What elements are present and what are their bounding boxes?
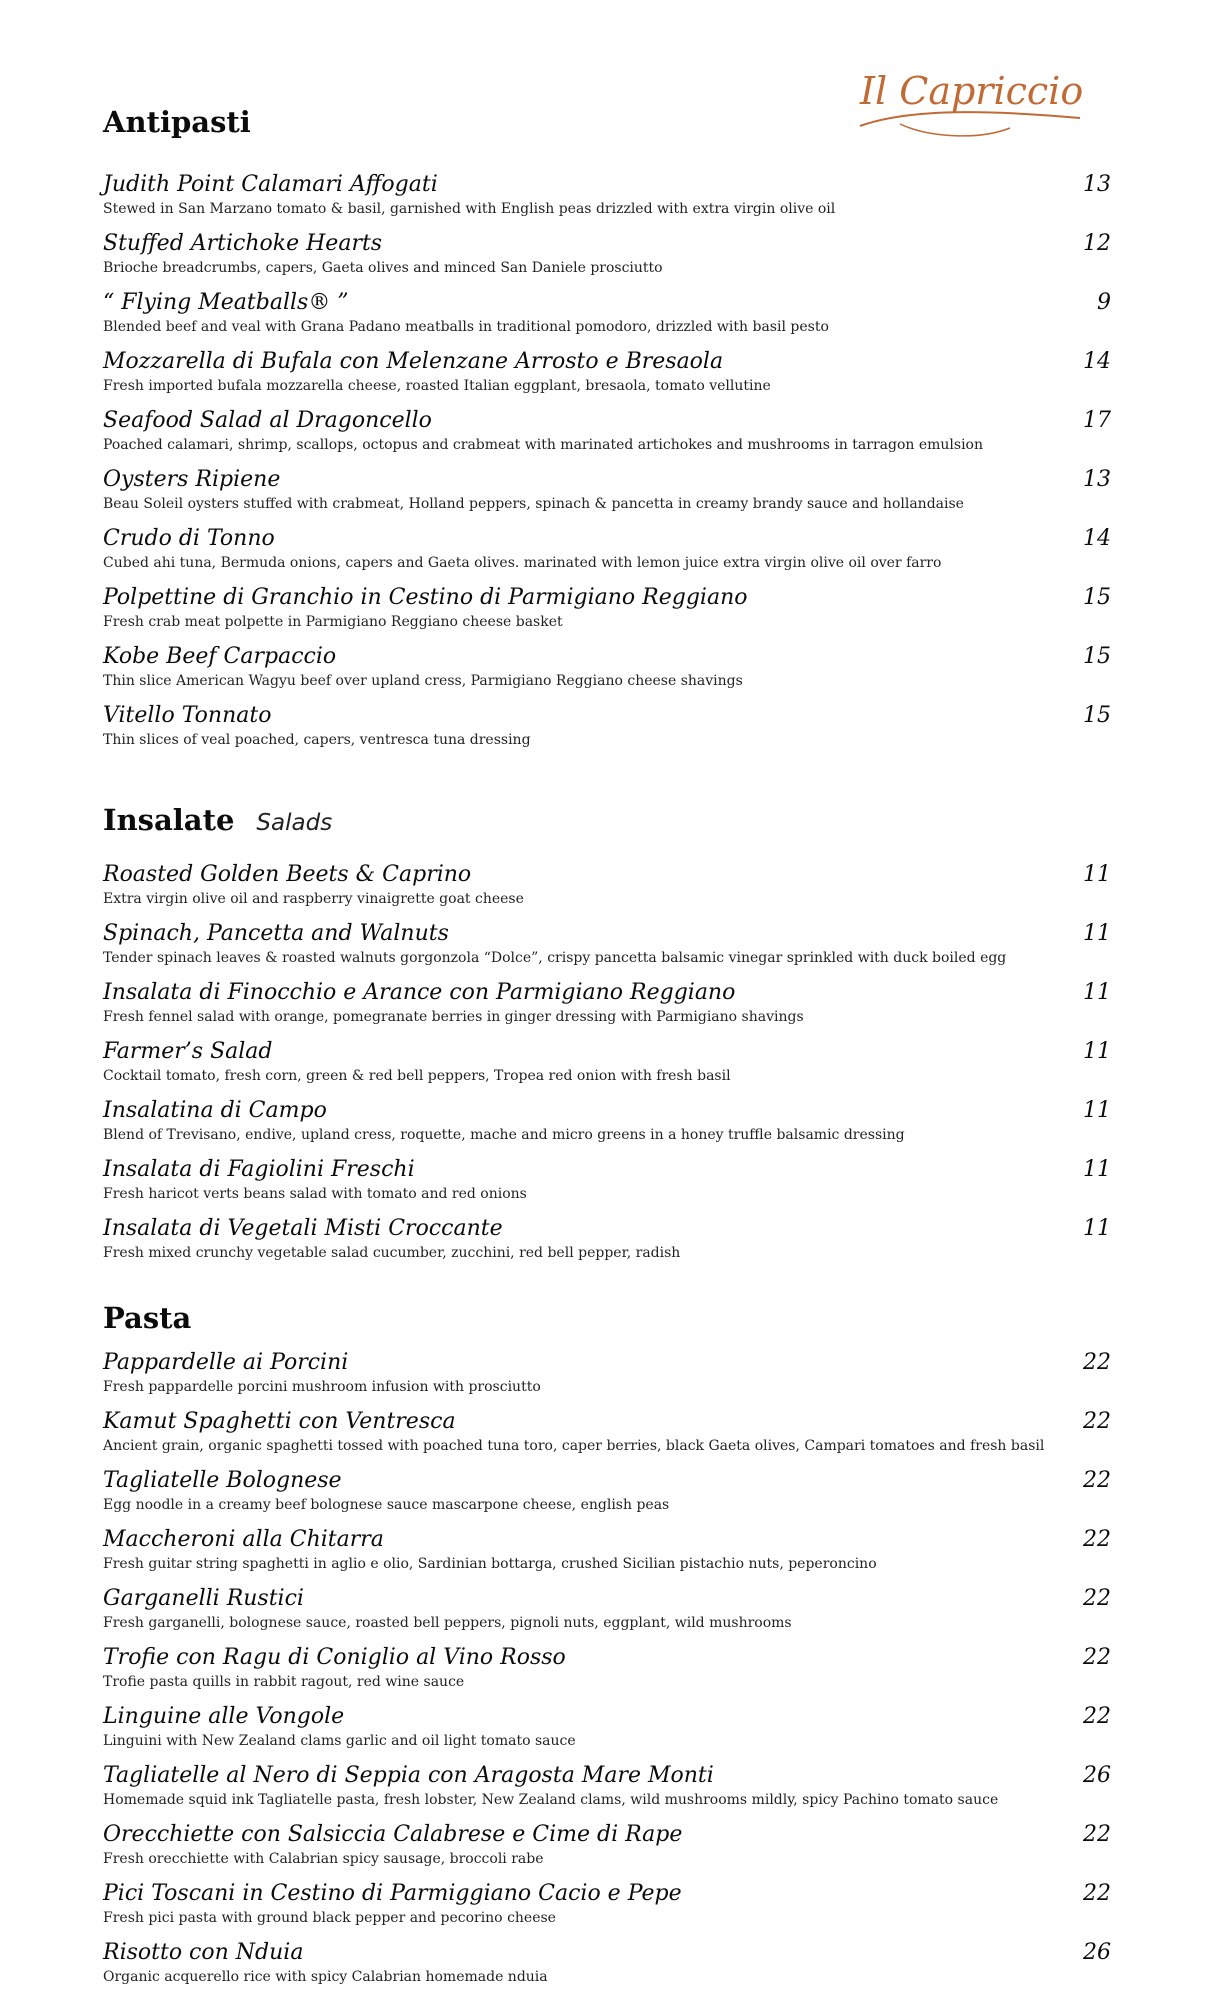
menu-item bbox=[103, 229, 1111, 288]
menu-item-name: Maccheroni alla Chitarra bbox=[103, 1527, 384, 1552]
menu-section bbox=[103, 105, 1111, 748]
menu-item-description: Fresh orecchiette with Calabrian spicy sausage, broccoli rabe bbox=[103, 1851, 544, 1867]
menu-item-list bbox=[103, 170, 1111, 760]
menu-item-name: Insalatina di Campo bbox=[103, 1098, 327, 1123]
menu-item-price: 22 bbox=[1083, 1586, 1111, 1611]
menu-item-name: Tagliatelle al Nero di Seppia con Aragosta Mare Monti bbox=[103, 1763, 714, 1788]
menu-item-name: Polpettine di Granchio in Cestino di Parmigiano Reggiano bbox=[103, 585, 748, 610]
menu-item bbox=[103, 642, 1111, 701]
menu-item-name: Pappardelle ai Porcini bbox=[103, 1350, 349, 1375]
menu-item bbox=[103, 1938, 1111, 1997]
menu-item-price: 22 bbox=[1083, 1350, 1111, 1375]
section-title bbox=[103, 803, 1111, 837]
menu-item-name: Insalata di Fagiolini Freschi bbox=[103, 1157, 415, 1182]
menu-item-name: Vitello Tonnato bbox=[103, 703, 272, 728]
menu-item-name: Mozzarella di Bufala con Melenzane Arrosto e Bresaola bbox=[103, 349, 724, 374]
menu-item-name: “ Flying Meatballs® ” bbox=[103, 290, 349, 315]
menu-section bbox=[103, 803, 1111, 1261]
menu-item bbox=[103, 170, 1111, 229]
menu-item bbox=[103, 1096, 1111, 1155]
menu-item bbox=[103, 1155, 1111, 1214]
menu-item-description: Fresh crab meat polpette in Parmigiano Reggiano cheese basket bbox=[103, 614, 563, 630]
menu-item bbox=[103, 1761, 1111, 1820]
menu-item-price: 22 bbox=[1083, 1409, 1111, 1434]
menu-item bbox=[103, 406, 1111, 465]
menu-item-description: Trofie pasta quills in rabbit ragout, red wine sauce bbox=[103, 1674, 465, 1690]
menu-item-price: 22 bbox=[1083, 1822, 1111, 1847]
menu-item bbox=[103, 1584, 1111, 1643]
menu-item-name: Farmer’s Salad bbox=[103, 1039, 273, 1064]
menu-item-price: 22 bbox=[1083, 1881, 1111, 1906]
menu-item bbox=[103, 1879, 1111, 1938]
menu-item-description: Homemade squid ink Tagliatelle pasta, fresh lobster, New Zealand clams, wild mushrooms mildly, spicy Pachino tomato sauce bbox=[103, 1792, 999, 1808]
menu-item bbox=[103, 919, 1111, 978]
menu-item bbox=[103, 347, 1111, 406]
menu-item-description: Brioche breadcrumbs, capers, Gaeta olives and minced San Daniele prosciutto bbox=[103, 260, 663, 276]
menu-item-description: Linguini with New Zealand clams garlic and oil light tomato sauce bbox=[103, 1733, 576, 1749]
menu-item-description: Fresh pici pasta with ground black pepper and pecorino cheese bbox=[103, 1910, 556, 1926]
menu-item-price: 22 bbox=[1083, 1527, 1111, 1552]
menu-item bbox=[103, 1348, 1111, 1407]
menu-item bbox=[103, 978, 1111, 1037]
menu-item-description: Fresh fennel salad with orange, pomegranate berries in ginger dressing with Parmigiano shavings bbox=[103, 1009, 804, 1025]
menu-item-name: Insalata di Vegetali Misti Croccante bbox=[103, 1216, 503, 1241]
menu-item bbox=[103, 1407, 1111, 1466]
menu-item bbox=[103, 465, 1111, 524]
menu-item-description: Cubed ahi tuna, Bermuda onions, capers and Gaeta olives. marinated with lemon juice extra virgin olive oil over farro bbox=[103, 555, 942, 571]
menu-item-price: 11 bbox=[1083, 1098, 1111, 1123]
menu-item-name: Tagliatelle Bolognese bbox=[103, 1468, 342, 1493]
menu-item-name: Garganelli Rustici bbox=[103, 1586, 304, 1611]
menu-item-name: Pici Toscani in Cestino di Parmiggiano Cacio e Pepe bbox=[103, 1881, 682, 1906]
menu-item-name: Kobe Beef Carpaccio bbox=[103, 644, 337, 669]
menu-item-price: 11 bbox=[1083, 1216, 1111, 1241]
menu-item-description: Beau Soleil oysters stuffed with crabmeat, Holland peppers, spinach & pancetta in creamy brandy sauce and hollandaise bbox=[103, 496, 964, 512]
menu-item-name: Insalata di Finocchio e Arance con Parmigiano Reggiano bbox=[103, 980, 736, 1005]
menu-item-price: 11 bbox=[1083, 921, 1111, 946]
menu-item-description: Egg noodle in a creamy beef bolognese sauce mascarpone cheese, english peas bbox=[103, 1497, 670, 1513]
menu-item-description: Organic acquerello rice with spicy Calabrian homemade nduia bbox=[103, 1969, 548, 1985]
menu-item-price: 11 bbox=[1083, 1157, 1111, 1182]
menu-item bbox=[103, 1820, 1111, 1879]
menu-item-description: Blend of Trevisano, endive, upland cress, roquette, mache and micro greens in a honey truffle balsamic dressing bbox=[103, 1127, 905, 1143]
menu-item-price: 11 bbox=[1083, 862, 1111, 887]
menu-item-price: 14 bbox=[1083, 526, 1111, 551]
menu-item-name: Kamut Spaghetti con Ventresca bbox=[103, 1409, 456, 1434]
menu-item-name: Judith Point Calamari Affogati bbox=[103, 172, 438, 197]
menu-item-description: Fresh mixed crunchy vegetable salad cucumber, zucchini, red bell pepper, radish bbox=[103, 1245, 681, 1261]
menu-item-name: Crudo di Tonno bbox=[103, 526, 275, 551]
menu-item-name: Risotto con Nduia bbox=[103, 1940, 304, 1965]
menu-item-description: Extra virgin olive oil and raspberry vinaigrette goat cheese bbox=[103, 891, 524, 907]
menu-item-list bbox=[103, 860, 1111, 1273]
menu-item-description: Fresh imported bufala mozzarella cheese, roasted Italian eggplant, bresaola, tomato vellutine bbox=[103, 378, 771, 394]
menu-item-description: Blended beef and veal with Grana Padano meatballs in traditional pomodoro, drizzled with basil pesto bbox=[103, 319, 829, 335]
menu-item-price: 22 bbox=[1083, 1645, 1111, 1670]
section-title bbox=[103, 1301, 1111, 1335]
menu-item-price: 26 bbox=[1083, 1940, 1111, 1965]
menu-item bbox=[103, 288, 1111, 347]
menu-item-price: 15 bbox=[1083, 644, 1111, 669]
menu-item-description: Fresh pappardelle porcini mushroom infusion with prosciutto bbox=[103, 1379, 541, 1395]
menu-item bbox=[103, 583, 1111, 642]
menu-item-description: Thin slices of veal poached, capers, ventresca tuna dressing bbox=[103, 732, 531, 748]
menu-item-name: Roasted Golden Beets & Caprino bbox=[103, 862, 472, 887]
menu-item-name: Trofie con Ragu di Coniglio al Vino Rosso bbox=[103, 1645, 566, 1670]
section-title-text: Insalate bbox=[103, 803, 235, 837]
menu-item bbox=[103, 1466, 1111, 1525]
menu-item bbox=[103, 1525, 1111, 1584]
menu-item-price: 26 bbox=[1083, 1763, 1111, 1788]
menu-item-name: Stuffed Artichoke Hearts bbox=[103, 231, 383, 256]
menu-item bbox=[103, 524, 1111, 583]
menu-item-price: 15 bbox=[1083, 585, 1111, 610]
section-title bbox=[103, 105, 1111, 139]
menu-item-price: 12 bbox=[1083, 231, 1111, 256]
menu-item-description: Thin slice American Wagyu beef over upland cress, Parmigiano Reggiano cheese shavings bbox=[103, 673, 743, 689]
menu-item-description: Fresh garganelli, bolognese sauce, roasted bell peppers, pignoli nuts, eggplant, wild mushrooms bbox=[103, 1615, 792, 1631]
menu-item-name: Orecchiette con Salsiccia Calabrese e Cime di Rape bbox=[103, 1822, 683, 1847]
menu-item-name: Linguine alle Vongole bbox=[103, 1704, 345, 1729]
section-title-text: Antipasti bbox=[103, 105, 251, 139]
menu-item bbox=[103, 860, 1111, 919]
menu-item bbox=[103, 1643, 1111, 1702]
menu-item-price: 22 bbox=[1083, 1468, 1111, 1493]
menu-item-price: 13 bbox=[1083, 172, 1111, 197]
menu-item-name: Oysters Ripiene bbox=[103, 467, 281, 492]
menu-item-description: Stewed in San Marzano tomato & basil, garnished with English peas drizzled with extra virgin olive oil bbox=[103, 201, 836, 217]
menu-item-price: 11 bbox=[1083, 980, 1111, 1005]
menu-item-description: Fresh guitar string spaghetti in aglio e olio, Sardinian bottarga, crushed Sicilian pistachio nuts, peperoncino bbox=[103, 1556, 877, 1572]
menu-item-price: 17 bbox=[1083, 408, 1111, 433]
menu-section bbox=[103, 1301, 1111, 1985]
section-subtitle: Salads bbox=[256, 810, 333, 836]
menu-item-description: Ancient grain, organic spaghetti tossed with poached tuna toro, caper berries, black Gaeta olives, Campari tomatoes and fresh basil bbox=[103, 1438, 1045, 1454]
menu-item-description: Tender spinach leaves & roasted walnuts gorgonzola “Dolce”, crispy pancetta balsamic vinegar sprinkled with duck boiled egg bbox=[103, 950, 1007, 966]
menu-item bbox=[103, 1702, 1111, 1761]
menu-item-name: Seafood Salad al Dragoncello bbox=[103, 408, 432, 433]
menu-item-price: 14 bbox=[1083, 349, 1111, 374]
section-title-text: Pasta bbox=[103, 1301, 192, 1335]
menu-item-price: 13 bbox=[1083, 467, 1111, 492]
menu-item-price: 15 bbox=[1083, 703, 1111, 728]
logo-text: Il Capriccio bbox=[860, 69, 1084, 113]
menu-item bbox=[103, 1037, 1111, 1096]
menu-item-list bbox=[103, 1348, 1111, 1997]
menu-item-price: 11 bbox=[1083, 1039, 1111, 1064]
menu-item-name: Spinach, Pancetta and Walnuts bbox=[103, 921, 449, 946]
menu-item-price: 22 bbox=[1083, 1704, 1111, 1729]
menu-item bbox=[103, 701, 1111, 760]
menu-item-description: Cocktail tomato, fresh corn, green & red bell peppers, Tropea red onion with fresh basil bbox=[103, 1068, 731, 1084]
menu-item-description: Fresh haricot verts beans salad with tomato and red onions bbox=[103, 1186, 527, 1202]
menu-item-price: 9 bbox=[1097, 290, 1111, 315]
menu-item-description: Poached calamari, shrimp, scallops, octopus and crabmeat with marinated artichokes and mushrooms in tarragon emulsion bbox=[103, 437, 983, 453]
menu-item bbox=[103, 1214, 1111, 1273]
